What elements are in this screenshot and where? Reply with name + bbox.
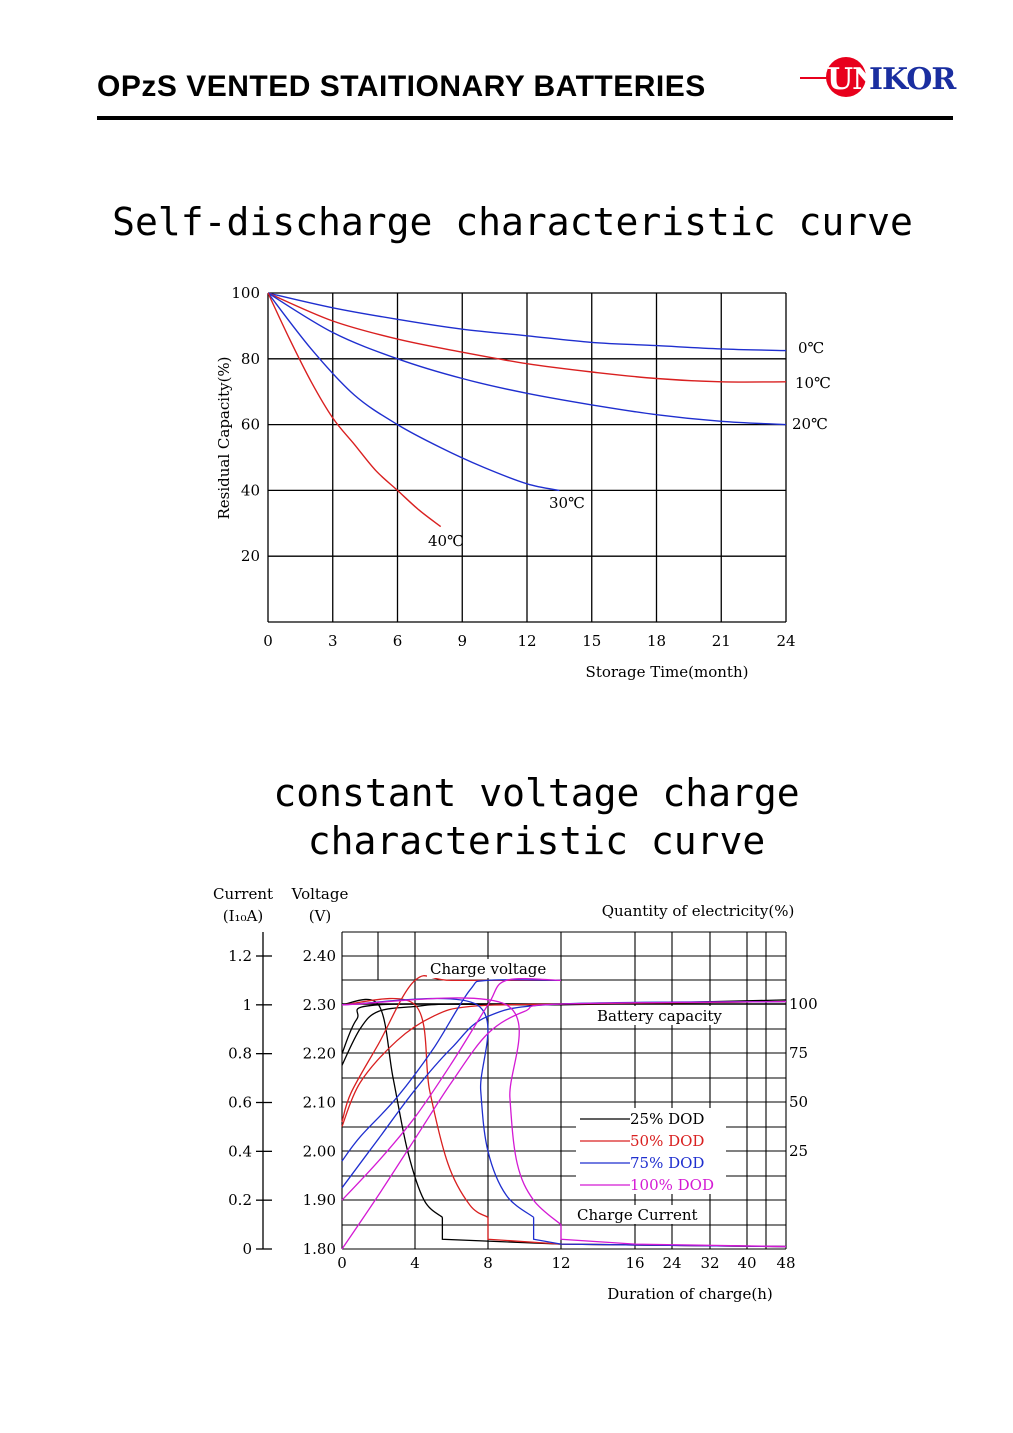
x-axis-label: Storage Time(month): [585, 663, 749, 681]
legend-label: 100% DOD: [630, 1176, 715, 1194]
voltage-tick-label: 2.10: [302, 1093, 336, 1112]
voltage-tick-label: 2.00: [302, 1142, 336, 1161]
x-tick-label: 8: [483, 1254, 493, 1272]
annotation-label: Battery capacity: [597, 1007, 722, 1025]
svg-text:UN: UN: [827, 62, 879, 97]
chart2-title: constant voltage charge characteristic curve: [273, 771, 800, 863]
y-tick-label: 40: [240, 481, 260, 500]
x-tick-label: 16: [625, 1254, 645, 1272]
svg-text:IKOR: IKOR: [869, 62, 956, 97]
current-tick-label: 0.2: [228, 1191, 252, 1210]
y-tick-label: 20: [240, 547, 260, 566]
annotation-label: Charge Current: [577, 1206, 698, 1224]
current-axis-unit: (I₁₀A): [222, 907, 264, 925]
x-tick-label: 21: [711, 632, 731, 650]
x-tick-label: 48: [776, 1254, 796, 1272]
voltage-tick-label: 2.20: [302, 1044, 336, 1063]
current-axis-label: Current: [212, 885, 274, 903]
y-tick-label: 80: [240, 349, 260, 368]
chart1-title: Self-discharge characteristic curve: [112, 200, 913, 244]
y-tick-label: 60: [240, 415, 260, 434]
current-curve-100% DOD: [342, 998, 561, 1225]
x-tick-label: 0: [263, 632, 273, 650]
voltage-tick-label: 1.80: [302, 1240, 336, 1258]
x-tick-label: 15: [582, 632, 602, 650]
voltage-tick-label: 2.40: [302, 947, 336, 965]
capacity-tick-label: 100: [789, 995, 818, 1013]
legend-label: 50% DOD: [630, 1132, 705, 1150]
y-axis-label: Residual Capacity(%): [215, 356, 233, 520]
capacity-tick-label: 25: [789, 1142, 809, 1160]
self-discharge-chart: [0, 260, 1013, 700]
legend-label: 25% DOD: [630, 1110, 705, 1128]
series-label: 20℃: [792, 415, 828, 433]
x-tick-label: 18: [646, 632, 667, 650]
series-label: 40℃: [428, 532, 464, 550]
x-tick-label: 4: [410, 1254, 420, 1272]
series-label: 10℃: [795, 374, 831, 392]
x-tick-label: 32: [700, 1254, 720, 1272]
x-tick-label: 6: [392, 632, 403, 650]
x-tick-label: 24: [776, 632, 796, 650]
capacity-tick-label: 50: [789, 1093, 809, 1111]
x-tick-label: 9: [457, 632, 468, 650]
x-axis-label: Duration of charge(h): [607, 1285, 773, 1303]
x-tick-label: 40: [737, 1254, 757, 1272]
capacity-axis-label: Quantity of electricity(%): [601, 902, 795, 920]
x-tick-label: 3: [327, 632, 338, 650]
current-tick-label: 0.8: [228, 1044, 252, 1063]
legend-label: 75% DOD: [630, 1154, 705, 1172]
voltage-tick-label: 1.90: [302, 1191, 336, 1210]
x-tick-label: 12: [517, 632, 537, 650]
x-tick-label: 24: [662, 1254, 682, 1272]
current-tick-label: 1.2: [228, 947, 252, 965]
current-tail-100% DOD: [561, 1225, 786, 1247]
current-tick-label: 1: [242, 995, 252, 1014]
capacity-tick-label: 75: [789, 1044, 809, 1062]
y-tick-label: 100: [231, 284, 260, 302]
header-rule: [97, 116, 953, 120]
x-tick-label: 0: [337, 1254, 347, 1272]
series-label: 0℃: [798, 339, 825, 357]
voltage-axis-label: Voltage: [291, 885, 349, 903]
current-tick-label: 0.4: [228, 1142, 252, 1161]
series-label: 30℃: [549, 494, 585, 512]
voltage-curve-100% DOD: [342, 979, 561, 1201]
unikor-logo: [800, 52, 960, 102]
current-tick-label: 0: [242, 1240, 252, 1258]
constant-voltage-chart: [0, 875, 1013, 1315]
annotation-label: Charge voltage: [430, 960, 547, 978]
x-tick-label: 12: [551, 1254, 571, 1272]
voltage-tick-label: 2.30: [302, 995, 336, 1014]
current-tick-label: 0.6: [228, 1093, 252, 1112]
page-header-title: OPzS VENTED STAITIONARY BATTERIES: [97, 70, 706, 103]
voltage-axis-unit: (V): [308, 907, 332, 925]
current-curve-75% DOD: [342, 998, 534, 1217]
